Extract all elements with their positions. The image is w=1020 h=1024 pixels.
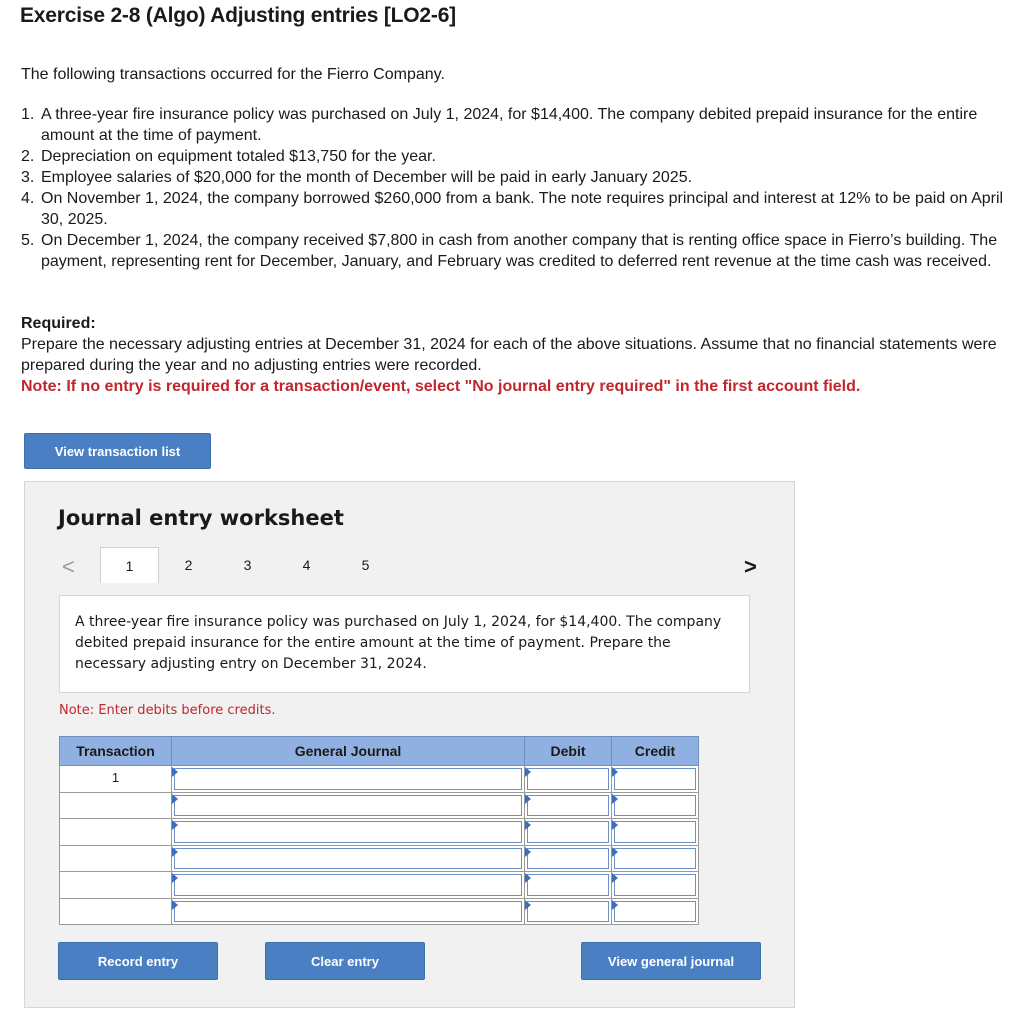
transaction-cell [60,792,172,819]
credit-field[interactable] [612,898,699,925]
list-item: 4. On November 1, 2024, the company borrowed $260,000 from a bank. The note requires principal and interest at 12% to be paid on April 30, 2025. [21,190,1004,228]
tab-2[interactable]: 2 [184,557,193,573]
transaction-cell [60,819,172,846]
table-row [60,819,699,846]
journal-table [59,736,699,925]
account-field[interactable] [172,819,525,846]
tab-3[interactable]: 3 [243,557,252,573]
table-row [60,792,699,819]
tab-5[interactable]: 5 [361,557,370,573]
required-heading: Required: [21,315,96,332]
list-item: 3. Employee salaries of $20,000 for the month of December will be paid in early January 2025. [21,169,693,186]
credit-field[interactable] [612,819,699,846]
account-field[interactable] [172,766,525,793]
credit-field[interactable] [612,845,699,872]
debit-field[interactable] [525,792,612,819]
col-header-debit: Debit [525,737,612,766]
transaction-cell [60,898,172,925]
intro-text: The following transactions occurred for the Fierro Company. [21,66,445,83]
col-header-credit: Credit [612,737,699,766]
clear-entry-button[interactable]: Clear entry [265,942,425,980]
debit-field[interactable] [525,819,612,846]
worksheet-title: Journal entry worksheet [58,506,344,530]
col-header-general-journal: General Journal [172,737,525,766]
transaction-list [21,104,1013,272]
transaction-cell: 1 [60,766,172,793]
exercise-title: Exercise 2-8 (Algo) Adjusting entries [LO2-6] [20,4,456,27]
list-item: 2. Depreciation on equipment totaled $13,750 for the year. [21,148,436,165]
table-row [60,898,699,925]
record-entry-button[interactable]: Record entry [58,942,218,980]
debit-field[interactable] [525,898,612,925]
account-field[interactable] [172,898,525,925]
tab-4[interactable]: 4 [302,557,311,573]
debit-field[interactable] [525,766,612,793]
required-section [21,313,1011,397]
entry-note: Note: Enter debits before credits. [59,703,276,718]
view-transaction-list-button[interactable]: View transaction list [24,433,211,469]
account-field[interactable] [172,845,525,872]
transaction-cell [60,845,172,872]
credit-field[interactable] [612,872,699,899]
account-field[interactable] [172,792,525,819]
transaction-cell [60,872,172,899]
col-header-transaction: Transaction [60,737,172,766]
required-text: Prepare the necessary adjusting entries at December 31, 2024 for each of the above situations. Assume that no financial statements were prepared during the year and no adjusting entries were recorded. [21,336,997,374]
view-general-journal-button[interactable]: View general journal [581,942,761,980]
journal-entry-worksheet [24,481,795,1008]
credit-field[interactable] [612,792,699,819]
debit-field[interactable] [525,872,612,899]
chevron-right-icon[interactable]: > [744,554,757,579]
transaction-prompt: A three-year fire insurance policy was purchased on July 1, 2024, for $14,400. The company debited prepaid insurance for the entire amount at the time of payment. Prepare the necessary adjusting entry on December 31, 2024. [59,595,750,693]
list-item: 5. On December 1, 2024, the company received $7,800 in cash from another company that is renting office space in Fierro’s building. The payment, representing rent for December, January, and February was credited to deferred rent revenue at the time cash was received. [21,232,998,270]
chevron-left-icon[interactable]: < [62,554,75,579]
debit-field[interactable] [525,845,612,872]
tab-1[interactable]: 1 [100,547,159,583]
table-row [60,845,699,872]
list-item: 1. A three-year fire insurance policy was purchased on July 1, 2024, for $14,400. The company debited prepaid insurance for the entire amount at the time of payment. [21,106,978,144]
table-row [60,872,699,899]
required-note: Note: If no entry is required for a transaction/event, select "No journal entry required" in the first account field. [21,378,861,395]
credit-field[interactable] [612,766,699,793]
worksheet-tabs [100,547,395,583]
table-row [60,766,699,793]
account-field[interactable] [172,872,525,899]
